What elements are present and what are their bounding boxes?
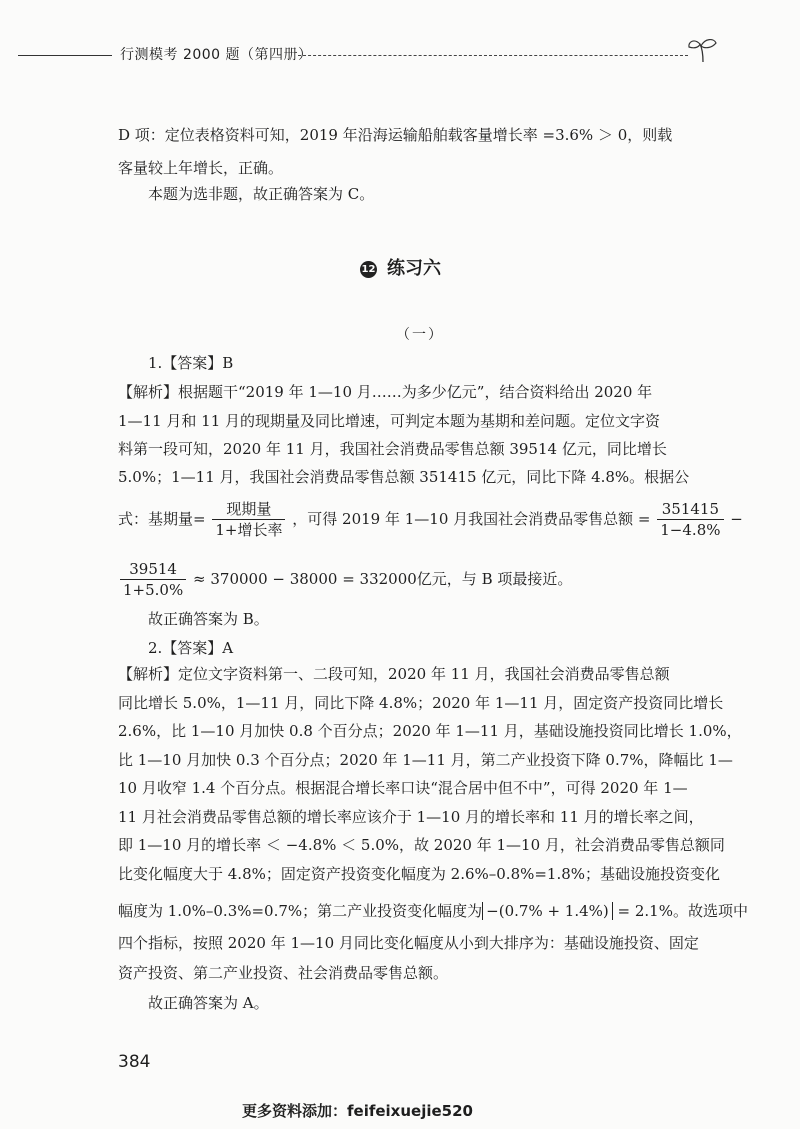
prev-line-2: 客量较上年增长，正确。 [118, 159, 284, 177]
section-title: 练习六 [387, 258, 441, 279]
fraction-november [120, 562, 186, 598]
q1-formula-line [118, 500, 743, 538]
q1-analysis-line: 【解析】根据题干“2019 年 1—10 月……为多少亿元”，结合资料给出 2020 年 [118, 383, 653, 401]
line-text: = 2.1%。故选项中 [612, 902, 748, 920]
q2-analysis-line: 即 1—10 月的增长率 ＜ −4.8% ＜ 5.0%，故 2020 年 1—10 月，社会消费品零售总额同 [118, 836, 725, 854]
book-title: 行测模考 2000 题（第四册） [120, 47, 313, 63]
running-header [0, 38, 800, 68]
q2-conclusion: 故正确答案为 A。 [148, 994, 269, 1012]
absolute-value-expression: −(0.7% + 1.4%) [482, 902, 613, 920]
header-rule-left [18, 55, 112, 56]
q2-analysis-line: 10 月收窄 1.4 个百分点。根据混合增长率口诀“混合居中但不中”，可得 2020 年 1— [118, 779, 688, 797]
q2-analysis-line: 【解析】定位文字资料第一、二段可知，2020 年 11 月，我国社会消费品零售总额 [118, 665, 670, 683]
q1-analysis-line: 5.0%；1—11 月，我国社会消费品零售总额 351415 亿元，同比下降 4.8%。根据公 [118, 468, 690, 486]
fraction-denominator: 1−4.8% [660, 521, 721, 539]
fraction-numerator: 351415 [657, 502, 723, 520]
q1-answer: 1.【答案】B [148, 354, 234, 372]
fraction-numerator: 39514 [120, 562, 186, 580]
q2-analysis-line: 同比增长 5.0%，1—11 月，同比下降 4.8%；2020 年 1—11 月，固定资产投资同比增长 [118, 694, 724, 712]
q2-answer: 2.【答案】A [148, 639, 234, 657]
q1-analysis-line: 1—11 月和 11 月的现期量及同比增速，可判定本题为基期和差问题。定位文字资 [118, 412, 661, 430]
sprout-icon [686, 34, 720, 64]
formula-minus: − [730, 510, 743, 528]
q1-analysis-line: 料第一段可知，2020 年 11 月，我国社会消费品零售总额 39514 亿元，同比增长 [118, 440, 667, 458]
formula-middle: ，可得 2019 年 1—10 月我国社会消费品零售总额 = [292, 510, 651, 528]
footer-note: 更多资料添加：feifeixuejie520 [242, 1102, 473, 1120]
fraction-denominator: 1+增长率 [215, 521, 283, 539]
prev-conclusion: 本题为选非题，故正确答案为 C。 [148, 185, 375, 203]
q1-conclusion: 故正确答案为 B。 [148, 610, 269, 628]
fraction-numerator: 现期量 [212, 502, 285, 520]
fraction-total [657, 502, 723, 538]
q2-analysis-line: 比 1—10 月加快 0.3 个百分点；2020 年 1—11 月，第二产业投资下降 0.7%，降幅比 1— [118, 751, 733, 769]
q2-analysis-line-abs [118, 900, 748, 921]
page-number: 384 [118, 1052, 151, 1072]
formula-result: ≈ 370000 − 38000 = 332000亿元，与 B 项最接近。 [193, 570, 573, 588]
prev-line-1: D 项：定位表格资料可知，2019 年沿海运输船舶载客量增长率 =3.6% ＞ 0，则载 [118, 126, 673, 144]
q2-analysis-line: 2.6%，比 1—10 月加快 0.8 个百分点；2020 年 1—11 月，基础设施投资同比增长 1.0%， [118, 722, 742, 740]
fraction-base-formula [212, 502, 285, 538]
q1-result-line [118, 560, 572, 598]
line-text: 幅度为 1.0%–0.3%=0.7%；第二产业投资变化幅度为 [118, 902, 483, 920]
formula-prefix: 式：基期量= [118, 510, 206, 528]
fraction-denominator: 1+5.0% [123, 581, 184, 599]
subsection-heading: （一） [396, 327, 444, 343]
q2-analysis-line: 11 月社会消费品零售总额的增长率应该介于 1—10 月的增长率和 11 月的增长率之间， [118, 808, 704, 826]
section-heading [360, 254, 441, 280]
header-rule-right [298, 55, 688, 56]
q2-analysis-line: 比变化幅度大于 4.8%；固定资产投资变化幅度为 2.6%–0.8%=1.8%；基础设施投资变化 [118, 865, 721, 883]
section-badge: 12 [360, 261, 377, 278]
q2-analysis-line: 资产投资、第二产业投资、社会消费品零售总额。 [118, 964, 449, 982]
q2-analysis-line: 四个指标，按照 2020 年 1—10 月同比变化幅度从小到大排序为：基础设施投资、固定 [118, 934, 699, 952]
